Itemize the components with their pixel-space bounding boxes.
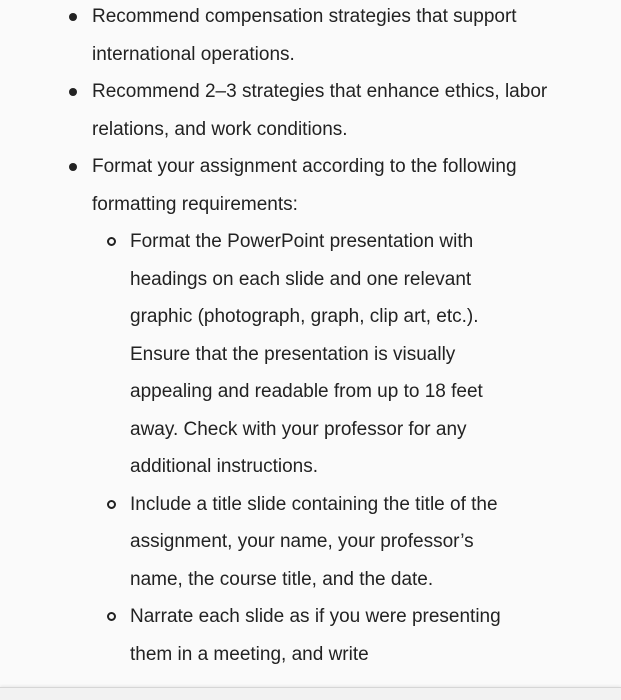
filled-bullet-icon (69, 13, 77, 21)
list-item (92, 0, 552, 73)
sublist-item-text: Format the PowerPoint presentation with headings on each slide and one relevant graphic (photograph, graph, clip art, etc.). Ensure that the presentation is visually appealing and readable from up to 18 feet away. Check with your professor for any additional instructions. (130, 231, 483, 477)
list-item-text: Format your assignment according to the following formatting requirements: (92, 156, 517, 215)
sublist-item-text: Include a title slide containing the title of the assignment, your name, your professor’s name, the course title, and the date. (130, 493, 498, 590)
list-item (92, 73, 552, 148)
filled-bullet-icon (69, 88, 77, 96)
sublist-item (130, 486, 510, 599)
formatting-sublist (92, 223, 552, 673)
hollow-bullet-icon (107, 500, 116, 509)
bottom-toolbar-edge (0, 687, 621, 700)
sublist-item (130, 223, 510, 486)
list-item-text: Recommend 2–3 strategies that enhance ethics, labor relations, and work conditions. (92, 81, 548, 140)
sublist-item (130, 598, 510, 673)
sublist-item-text: Narrate each slide as if you were presenting them in a meeting, and write (130, 606, 501, 665)
hollow-bullet-icon (107, 237, 116, 246)
hollow-bullet-icon (107, 612, 116, 621)
list-item (92, 148, 552, 673)
list-item-text: Recommend compensation strategies that support international operations. (92, 6, 517, 65)
filled-bullet-icon (69, 163, 77, 171)
